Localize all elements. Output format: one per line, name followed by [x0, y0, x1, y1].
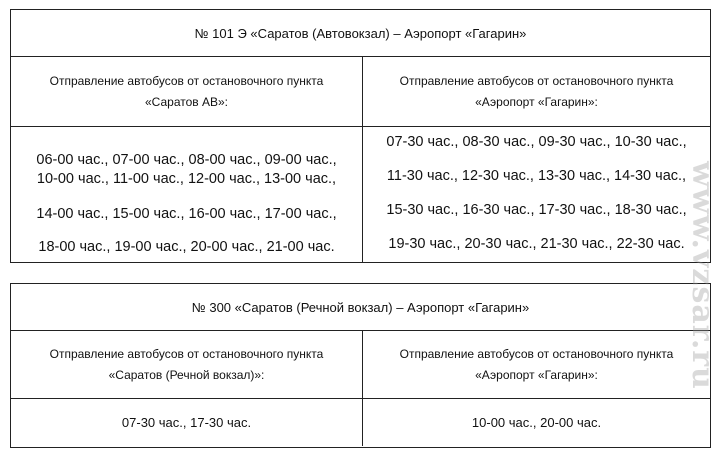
header-stop-name: «Аэропорт «Гагарин»: — [475, 367, 598, 382]
header-stop-name: «Саратов АВ»: — [145, 94, 228, 109]
route-101-header-row — [11, 57, 710, 127]
route-300-right-header — [363, 331, 710, 398]
watermark-text: www.vzsar.ru — [684, 160, 720, 390]
schedule-line: 06-00 час., 07-00 час., 08-00 час., 09-00 час., — [36, 151, 337, 168]
schedule-line: 19-30 час., 20-30 час., 21-30 час., 22-30 час. — [388, 235, 685, 252]
schedule-line: 14-00 час., 15-00 час., 16-00 час., 17-00 час., — [36, 205, 337, 222]
route-101-schedule-row — [11, 127, 710, 262]
route-101-left-schedule — [11, 127, 363, 262]
watermark — [684, 95, 720, 455]
schedule-line: 11-30 час., 12-30 час., 13-30 час., 14-30 час., — [386, 167, 687, 184]
route-101-right-schedule — [363, 127, 710, 262]
schedule-line: 18-00 час., 19-00 час., 20-00 час., 21-00 час. — [38, 238, 335, 255]
route-300-header-row — [11, 331, 710, 399]
route-101-table — [10, 9, 711, 263]
header-line: Отправление автобусов от остановочного пункта — [399, 346, 674, 361]
route-101-title: № 101 Э «Саратов (Автовокзал) – Аэропорт «Гагарин» — [11, 10, 710, 57]
route-101-right-header — [363, 57, 710, 126]
route-300-left-header — [11, 331, 363, 398]
schedule-line: 15-30 час., 16-30 час., 17-30 час., 18-30 час., — [386, 201, 687, 218]
header-stop-name: «Аэропорт «Гагарин»: — [475, 94, 598, 109]
route-101-left-header — [11, 57, 363, 126]
route-300-schedule-row — [11, 399, 710, 446]
header-line: Отправление автобусов от остановочного пункта — [399, 73, 674, 88]
route-300-right-schedule: 10-00 час., 20-00 час. — [471, 415, 602, 430]
route-300-left-schedule: 07-30 час., 17-30 час. — [11, 399, 363, 446]
schedule-line: 10-00 час., 11-00 час., 12-00 час., 13-00 час., — [36, 170, 337, 187]
header-line: Отправление автобусов от остановочного пункта — [49, 346, 324, 361]
header-stop-name: «Саратов (Речной вокзал)»: — [108, 367, 265, 382]
route-300-table — [10, 283, 711, 448]
route-300-title: № 300 «Саратов (Речной вокзал) – Аэропорт «Гагарин» — [11, 284, 710, 331]
header-line: Отправление автобусов от остановочного пункта — [49, 73, 324, 88]
schedule-line: 07-30 час., 08-30 час., 09-30 час., 10-30 час., — [386, 133, 687, 150]
